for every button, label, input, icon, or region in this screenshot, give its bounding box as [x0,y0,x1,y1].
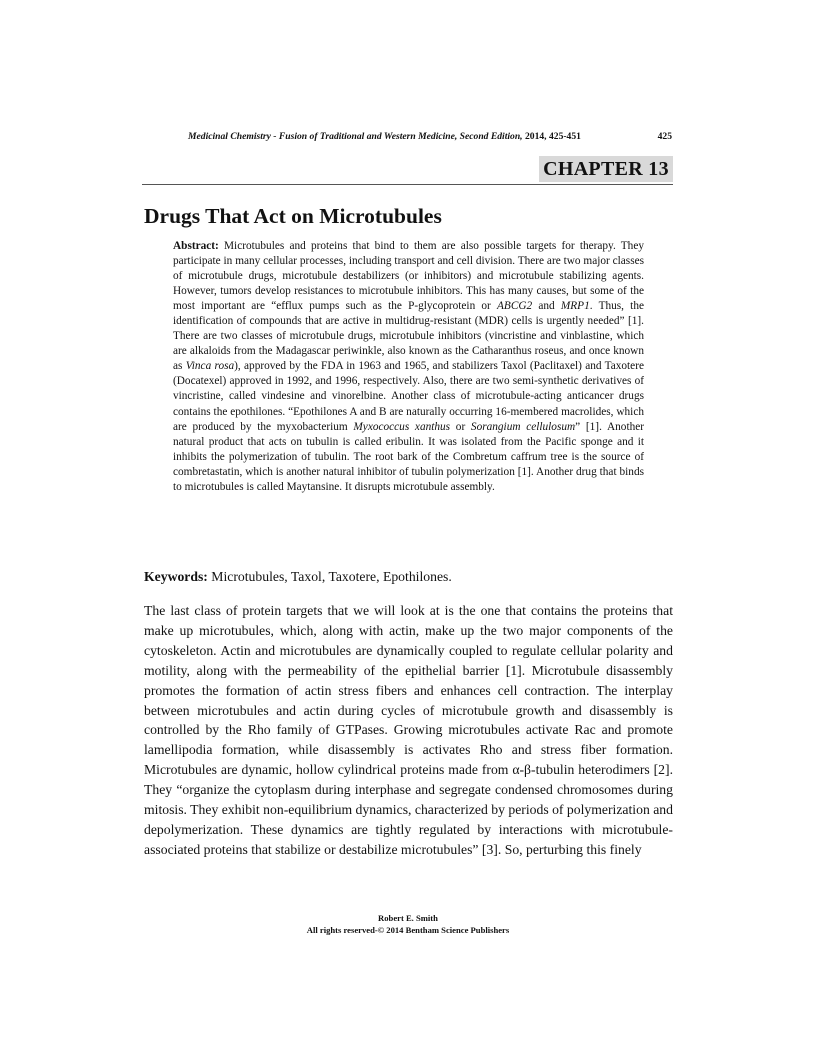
abstract-text: ” [1]. Another natural product that acts on tubulin is called eribulin. It was isolated from the Pacific sponge and it inhibits the polymerization of tubulin. The root bark of the Combretum caffrum tree is the source of combretastatin, which is another natural inhibitor of tubulin polymerization [1]. Another drug that binds to microtubules is called Maytansine. It disrupts microtubule assembly. [173,420,645,493]
abstract-text: . Thus, the identification of compounds that are active in multidrug-resistant (MDR) cells is urgently needed” [1]. There are two classes of microtubule drugs, microtubule inhibitors (vincristine and vinblastine, which are alkaloids from the Madagascar periwinkle, also known as the Catharanthus roseus, and once known as [173,300,644,373]
abstract-text: ), approved by the FDA in 1963 and 1965, and stabilizers Taxol (Paclitaxel) and Taxotere (Docatexel) approved in 1992, and 1996, respectively. Also, there are two semi-synthetic derivatives of vincristine, called vindesine and vinorelbine. Another class of microtubule-acting anticancer drugs contains the epothilones. “Epothilones A and B are naturally occurring 16-membered macrolides, which are produced by the myxobacterium [173,360,644,433]
chapter-title: Drugs That Act on Microtubules [144,204,442,228]
year-pages: 2014, 425-451 [524,131,581,142]
keywords-label: Keywords: [144,569,208,584]
abstract-text: Microtubules and proteins that bind to them are also possible targets for therapy. They participate in many cellular processes, including transport and cell division. There are two major classes of microtubule drugs, microtubule destabilizers (or inhibitors) and microtubule stabilizing agents. However, tumors develop resistances to microtubule inhibitors. This has many causes, but some of the most important are “efflux pumps such as the P-glycoprotein or [173,240,644,313]
abstract [173,239,644,495]
keywords [144,568,674,586]
journal-citation: Medicinal Chemistry - Fusion of Traditional and Western Medicine, Second Edition, [188,131,523,142]
page-number: 425 [657,131,672,142]
abstract-text: and [532,300,561,313]
keywords-text: Microtubules, Taxol, Taxotere, Epothilones. [207,569,452,584]
chapter-label: CHAPTER 13 [539,156,673,182]
running-header [188,131,672,142]
abstract-text: or [450,420,471,433]
abstract-species-sorangium: Sorangium cellulosum [470,420,576,433]
body-paragraph: The last class of protein targets that we will look at is the one that contains the proteins that make up microtubules, which, along with actin, make up the two major components of the cytoskeleton. Actin and microtubules are dynamically coupled to regulate cellular polarity and motility, along with the permeability of the epithelial barrier [1]. Microtubule disassembly promotes the formation of actin stress fibers and enhances cell contraction. The interplay between microtubules and actin during cycles of microtubule growth and disassembly is controlled by the Rho family of GTPases. Growing microtubules activate Rac and promote lamellipodia formation, while disassembly is activates Rho and stress fiber formation. Microtubules are dynamic, hollow cylindrical proteins made from α-β-tubulin heterodimers [2]. They “organize the cytoplasm during interphase and segregate condensed chromosomes during mitosis. They exhibit non-equilibrium dynamics, characterized by periods of polymerization and depolymerization. These dynamics are tightly regulated by interactions with microtubule-associated proteins that stabilize or destabilize microtubules” [3]. So, perturbing this finely [144,603,673,857]
footer-author: Robert E. Smith [378,913,438,923]
abstract-gene-mrp1: MRP1 [560,300,590,313]
header-rule [142,184,673,185]
abstract-species-vinca-rosa: Vinca rosa [185,360,235,373]
abstract-species-myxococcus: Myxococcus xanthus [353,420,451,433]
abstract-gene-abcg2: ABCG2 [497,300,533,313]
abstract-label: Abstract: [173,240,219,252]
footer-copyright: All rights reserved-© 2014 Bentham Science Publishers [306,925,510,935]
